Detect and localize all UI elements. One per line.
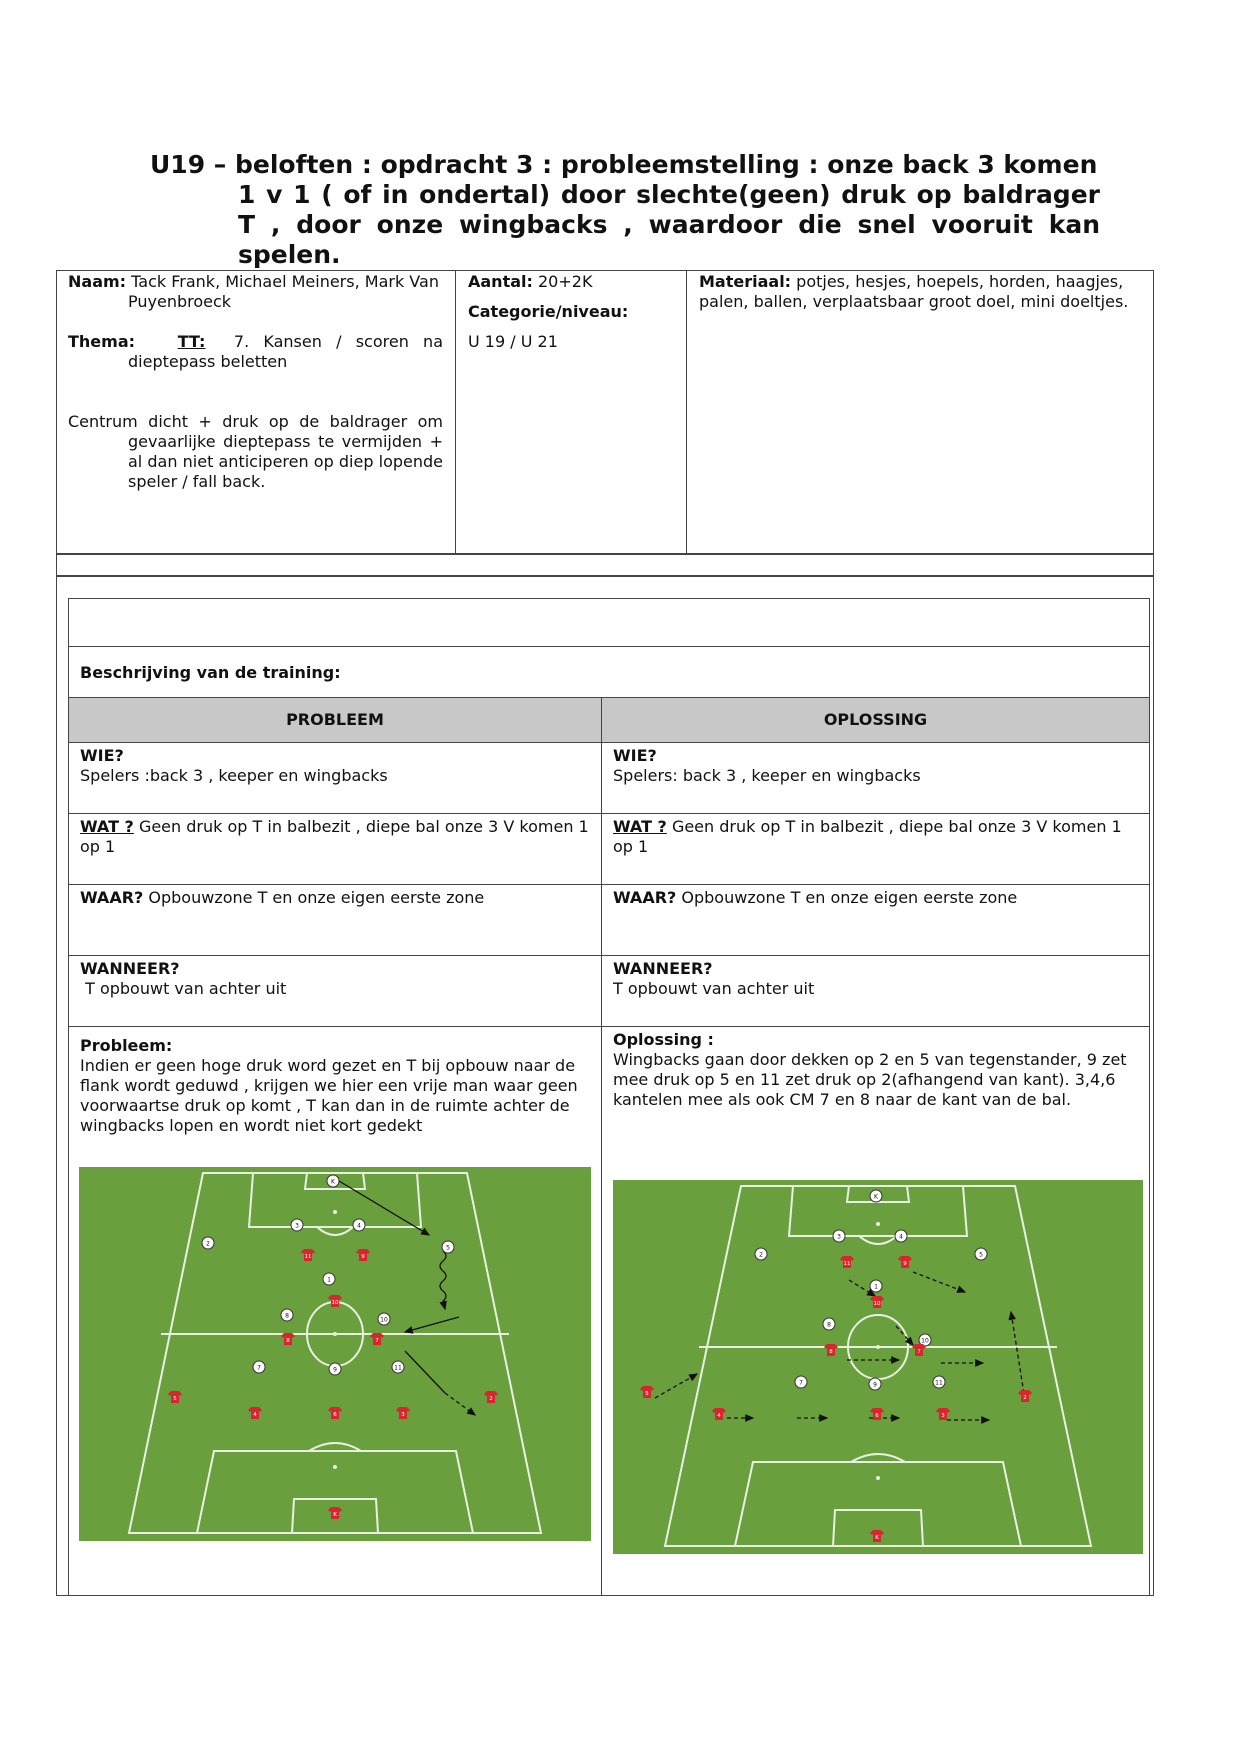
- red-player-number: 6: [875, 1413, 879, 1419]
- red-player-number: 7: [917, 1349, 921, 1355]
- divider: [686, 270, 687, 554]
- red-player-number: 6: [333, 1412, 337, 1418]
- waar-left-text: Opbouwzone T en onze eigen eerste zone: [148, 888, 485, 907]
- wie-right-cell: [603, 744, 1148, 788]
- wanneer-right-text: T opbouwt van achter uit: [613, 979, 815, 998]
- wat-left-text: Geen druk op T in balbezit , diepe bal onze 3 V komen 1 op 1: [80, 817, 589, 856]
- white-player-number: 11: [394, 1364, 402, 1372]
- categorie-label: Categorie/niveau:: [468, 302, 629, 321]
- white-player-number: 2: [759, 1251, 763, 1259]
- document-title: [150, 150, 1100, 270]
- wie-left-text: Spelers :back 3 , keeper en wingbacks: [80, 766, 388, 785]
- red-player-number: 3: [401, 1412, 405, 1418]
- wie-label: WIE?: [613, 746, 657, 765]
- red-player-number: 2: [489, 1396, 493, 1402]
- white-player-number: K: [331, 1178, 335, 1186]
- info-aantal-cell: [458, 270, 684, 354]
- white-player-number: 8: [285, 1312, 289, 1320]
- naam-value: Tack Frank, Michael Meiners, Mark Van Puyenbroeck: [128, 272, 439, 311]
- wat-left-cell: [70, 815, 600, 859]
- white-player-number: 10: [380, 1316, 388, 1324]
- red-player-number: 8: [829, 1349, 833, 1355]
- inner-empty-row: [68, 598, 1150, 647]
- waar-right-text: Opbouwzone T en onze eigen eerste zone: [681, 888, 1018, 907]
- aantal-value: 20+2K: [538, 272, 593, 291]
- red-player-number: 2: [1023, 1395, 1027, 1401]
- column-header-oplossing: OPLOSSING: [601, 697, 1150, 743]
- red-player-number: 10: [331, 1300, 339, 1306]
- probleem-cell: [70, 1034, 600, 1138]
- beschrijving-label: Beschrijving van de training:: [80, 663, 341, 682]
- probleem-text: Indien er geen hoge druk word gezet en T bij opbouw naar de flank wordt geduwd , krijgen we hier een vrije man waar geen voorwaartse druk op komt , T kan dan in de ruimte achter de wingbacks lopen en wordt niet kort gedekt: [80, 1056, 578, 1135]
- wanneer-label: WANNEER?: [80, 959, 180, 978]
- thema-tt: TT:: [177, 332, 206, 351]
- title-line-2: 1 v 1 ( of in ondertal) door slechte(geen) druk op baldrager: [238, 180, 1100, 209]
- thema-label: Thema:: [68, 332, 136, 351]
- info-naam-cell: [58, 270, 453, 494]
- oplossing-text: Wingbacks gaan door dekken op 2 en 5 van tegenstander, 9 zet mee druk op 5 en 11 zet druk op 2(afhangend van kant). 3,4,6 kantelen mee als ook CM 7 en 8 naar de kant van de bal.: [613, 1050, 1127, 1109]
- materiaal-label: Materiaal:: [699, 272, 792, 291]
- red-player-number: 5: [645, 1391, 649, 1397]
- red-player-number: 10: [873, 1301, 881, 1307]
- title-line-1: U19 – beloften : opdracht 3 : probleemstelling : onze back 3 komen: [150, 150, 1098, 179]
- wanneer-label: WANNEER?: [613, 959, 713, 978]
- white-player-number: 9: [873, 1381, 877, 1389]
- red-player-number: 5: [173, 1396, 177, 1402]
- waar-right-cell: [603, 886, 1148, 910]
- wie-left-cell: [70, 744, 600, 788]
- red-player-number: 4: [717, 1413, 721, 1419]
- waar-left-cell: [70, 886, 600, 910]
- oplossing-label: Oplossing :: [613, 1030, 714, 1049]
- thema-description: Centrum dicht + druk op de baldrager om gevaarlijke dieptepass te vermijden + al dan niet anticiperen op diep lopende speler / fall back.: [68, 412, 443, 491]
- pitch: [79, 1167, 591, 1541]
- wie-label: WIE?: [80, 746, 124, 765]
- white-player-number: K: [874, 1193, 878, 1201]
- white-player-number: 5: [446, 1244, 450, 1252]
- probleem-label: Probleem:: [80, 1036, 173, 1055]
- title-line-3: T , door onze wingbacks , waardoor die snel vooruit kan: [238, 210, 1100, 239]
- red-player-number: 7: [375, 1338, 379, 1344]
- wat-label: WAT ?: [80, 817, 134, 836]
- tactical-diagram-oplossing: [613, 1180, 1143, 1554]
- wanneer-left-cell: [70, 957, 600, 1001]
- white-player-number: 5: [979, 1251, 983, 1259]
- red-player-number: 11: [843, 1261, 851, 1267]
- white-player-number: 11: [935, 1379, 943, 1387]
- column-header-probleem: PROBLEEM: [68, 697, 602, 743]
- red-player-number: 8: [286, 1338, 290, 1344]
- white-player-number: 3: [837, 1233, 841, 1241]
- wat-right-text: Geen druk op T in balbezit , diepe bal onze 3 V komen 1 op 1: [613, 817, 1122, 856]
- title-line-4: spelen.: [238, 240, 341, 269]
- white-player-number: 1: [327, 1276, 331, 1284]
- categorie-value: U 19 / U 21: [468, 332, 558, 351]
- waar-label: WAAR?: [613, 888, 677, 907]
- wat-label: WAT ?: [613, 817, 667, 836]
- red-player-number: 9: [903, 1261, 907, 1267]
- red-player-number: 3: [941, 1413, 945, 1419]
- wanneer-right-cell: [603, 957, 1148, 1001]
- white-player-number: 10: [921, 1337, 929, 1345]
- white-player-number: 3: [295, 1222, 299, 1230]
- info-materiaal-cell: [689, 270, 1152, 314]
- white-player-number: 4: [899, 1233, 903, 1241]
- naam-label: Naam:: [68, 272, 127, 291]
- white-player-number: 1: [874, 1283, 878, 1291]
- oplossing-cell: [603, 1028, 1148, 1112]
- waar-label: WAAR?: [80, 888, 144, 907]
- red-player-number: K: [875, 1535, 879, 1541]
- materiaal-value: potjes, hesjes, hoepels, horden, haagjes, palen, ballen, verplaatsbaar groot doel, mini doeltjes.: [699, 272, 1129, 311]
- white-player-number: 4: [357, 1222, 361, 1230]
- white-player-number: 7: [257, 1364, 261, 1372]
- white-player-number: 2: [206, 1240, 210, 1248]
- outer-frame: [56, 554, 1154, 576]
- white-player-number: 8: [827, 1321, 831, 1329]
- red-player-number: 4: [253, 1412, 257, 1418]
- red-player-number: 11: [304, 1254, 312, 1260]
- white-player-number: 9: [333, 1366, 337, 1374]
- wie-right-text: Spelers: back 3 , keeper en wingbacks: [613, 766, 921, 785]
- thema-value: 7. Kansen / scoren na dieptepass beletten: [128, 332, 444, 371]
- wanneer-left-text: T opbouwt van achter uit: [80, 979, 287, 998]
- aantal-label: Aantal:: [468, 272, 533, 291]
- divider: [455, 270, 456, 554]
- tactical-diagram-probleem: [79, 1167, 591, 1541]
- red-player-number: 9: [361, 1254, 365, 1260]
- wat-right-cell: [603, 815, 1148, 859]
- red-player-number: K: [333, 1512, 337, 1518]
- white-player-number: 7: [799, 1379, 803, 1387]
